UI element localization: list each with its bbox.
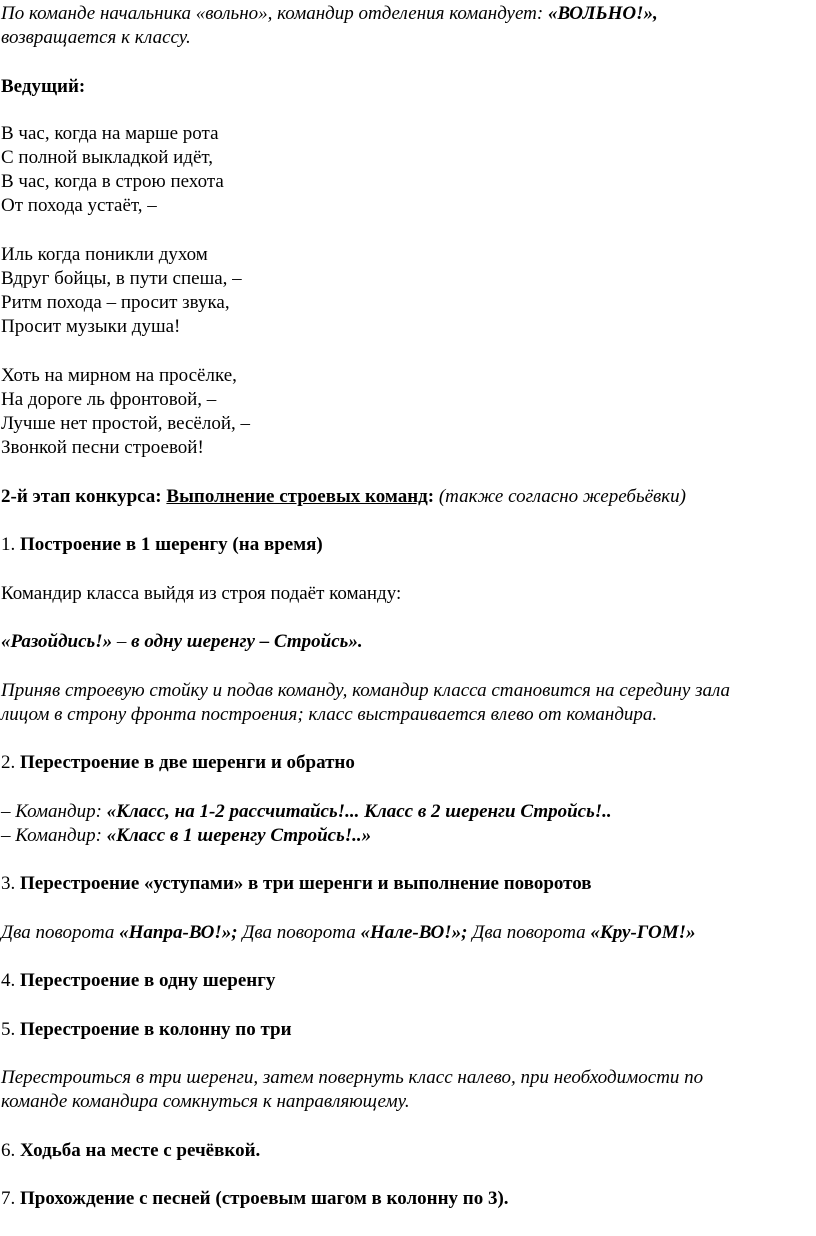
command-prefix: – Командир: <box>1 801 107 822</box>
poem-line: Звонкой песни строевой! <box>1 437 204 458</box>
poem-line: Хоть на мирном на просёлке, <box>1 365 237 386</box>
item-2-command-line <box>1 824 371 848</box>
poem-line: От похода устаёт, – <box>1 195 157 216</box>
item-7-heading <box>1 1187 509 1211</box>
intro-line-2: возвращается к классу. <box>1 27 191 48</box>
item-2-heading <box>1 751 355 775</box>
poem-line: В час, когда на марше рота <box>1 123 219 144</box>
item-number: 7. <box>1 1188 20 1209</box>
item-5-heading <box>1 1018 292 1042</box>
item-number: 5. <box>1 1019 20 1040</box>
item-3-heading <box>1 872 592 896</box>
command-text: «Кру-ГОМ!» <box>590 922 696 943</box>
item-title: Перестроение в одну шеренгу <box>20 970 276 991</box>
stage-label: 2-й этап конкурса: <box>1 486 167 507</box>
item-title: Прохождение с песней (строевым шагом в колонну по 3). <box>20 1188 509 1209</box>
host-label: Ведущий: <box>1 76 86 97</box>
item-number: 2. <box>1 752 20 773</box>
command-text: «Класс, на 1-2 рассчитайсь!... Класс в 2 шеренги Стройсь!.. <box>106 801 612 822</box>
command-prefix: – Командир: <box>1 825 107 846</box>
command-prefix: Два поворота <box>467 922 591 943</box>
poem-line: Ритм похода – просит звука, <box>1 292 230 313</box>
poem-line: С полной выкладкой идёт, <box>1 147 214 168</box>
item-number: 4. <box>1 970 20 991</box>
command-part: «Разойдись!» <box>1 631 113 652</box>
item-2-command-line <box>1 800 612 824</box>
item-title: Перестроение в колонну по три <box>20 1019 292 1040</box>
intro-command: «ВОЛЬНО!», <box>547 3 658 24</box>
command-prefix: Два поворота <box>237 922 361 943</box>
stage-colon: : <box>427 486 435 507</box>
item-title: Построение в 1 шеренгу (на время) <box>20 534 323 555</box>
item-number: 6. <box>1 1140 20 1161</box>
item-number: 3. <box>1 873 20 894</box>
item-title: Ходьба на месте с речёвкой. <box>20 1140 261 1161</box>
poem-line: Иль когда поникли духом <box>1 244 208 265</box>
poem-line: Лучше нет простой, весёлой, – <box>1 413 251 434</box>
item-1-command <box>1 630 363 654</box>
command-text: «Напра-ВО!»; <box>119 922 238 943</box>
command-part: в одну шеренгу – Стройсь». <box>131 631 363 652</box>
item-number: 1. <box>1 534 20 555</box>
item-1-heading <box>1 533 323 557</box>
item-6-heading <box>1 1139 260 1163</box>
stage-heading <box>1 485 686 509</box>
command-dash: – <box>112 631 132 652</box>
command-text: «Нале-ВО!»; <box>360 922 468 943</box>
item-title: Перестроение «уступами» в три шеренги и выполнение поворотов <box>20 873 592 894</box>
item-3-commands <box>1 921 696 945</box>
item-1-description: лицом в строну фронта построения; класс выстраивается влево от командира. <box>1 704 658 725</box>
item-5-description: Перестроиться в три шеренги, затем повернуть класс налево, при необходимости по <box>1 1067 704 1088</box>
stage-title: Выполнение строевых команд <box>166 486 428 507</box>
item-title: Перестроение в две шеренги и обратно <box>20 752 355 773</box>
poem-line: В час, когда в строю пехота <box>1 171 224 192</box>
stage-note: (также согласно жеребьёвки) <box>434 486 687 507</box>
poem-line: Просит музыки душа! <box>1 316 181 337</box>
item-1-description: Приняв строевую стойку и подав команду, командир класса становится на середину зала <box>1 680 731 701</box>
item-4-heading <box>1 969 275 993</box>
poem-line: На дороге ль фронтовой, – <box>1 389 217 410</box>
item-5-description: команде командира сомкнуться к направляющему. <box>1 1091 410 1112</box>
intro-text: По команде начальника «вольно», командир отделения командует: <box>1 3 548 24</box>
intro-line-1 <box>1 2 658 26</box>
poem-line: Вдруг бойцы, в пути спеша, – <box>1 268 242 289</box>
command-text: «Класс в 1 шеренгу Стройсь!..» <box>106 825 372 846</box>
item-1-text: Командир класса выйдя из строя подаёт команду: <box>1 583 402 604</box>
command-prefix: Два поворота <box>1 922 120 943</box>
